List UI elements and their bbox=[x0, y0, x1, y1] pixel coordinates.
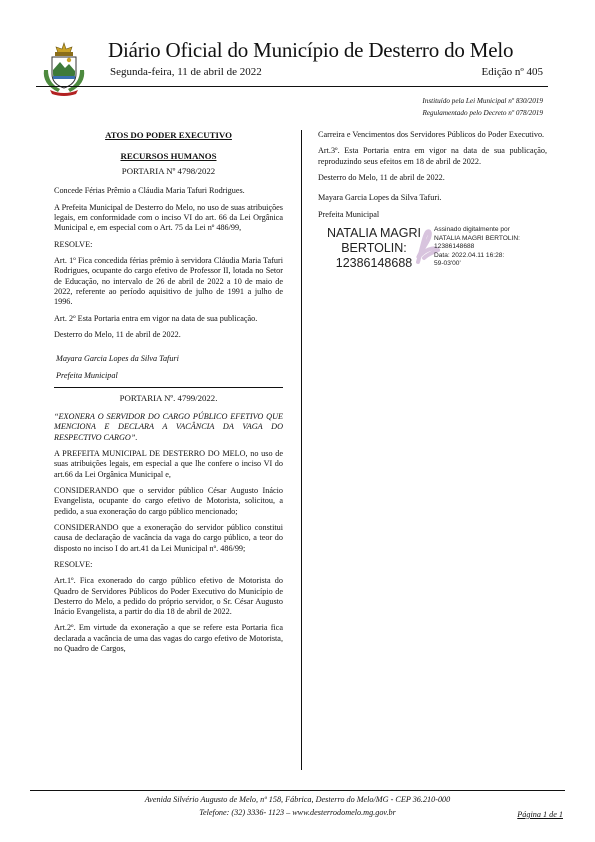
section-title: ATOS DO PODER EXECUTIVO bbox=[105, 130, 232, 140]
newspaper-title: Diário Oficial do Município de Desterro do Melo bbox=[108, 38, 514, 62]
portaria-separator bbox=[54, 387, 283, 388]
portaria-4799-title: PORTARIA Nº. 4799/2022. bbox=[119, 392, 218, 403]
municipal-coat-of-arms-icon bbox=[36, 40, 92, 96]
institution-law: Instituído pela Lei Municipal nº 830/2019 bbox=[422, 97, 543, 105]
portaria-4798-preamble: A Prefeita Municipal de Desterro do Melo, no uso de suas atribuições legais, em conformidade com o inciso VI do art. 66 da Lei Orgânica Municipal e, em especial com o Art. 75 da Lei nº 486/99, bbox=[54, 202, 283, 233]
digital-signature bbox=[318, 226, 547, 270]
portaria-4799-signer: Mayara Garcia Lopes da Silva Tafuri. bbox=[318, 193, 442, 203]
portaria-4799-preamble: A PREFEITA MUNICIPAL DE DESTERRO DO MELO, no uso de suas atribuições legais, em especial a que lhe confere o inciso VI do art.66 da Lei Orgânica Municipal e, bbox=[54, 448, 283, 479]
digital-signature-detail-line: NATALIA MAGRI BERTOLIN: bbox=[434, 234, 520, 242]
header-divider bbox=[36, 86, 548, 87]
portaria-4798-signer-role: Prefeita Municipal bbox=[56, 370, 118, 380]
digital-signature-detail-line: Data: 2022.04.11 16:28: bbox=[434, 251, 505, 259]
footer-address: Avenida Silvério Augusto de Melo, nº 158, Fábrica, Desterro do Melo/MG - CEP 36.210-000 bbox=[144, 795, 451, 804]
portaria-4798-summary: Concede Férias Prêmio a Cláudia Maria Tafuri Rodrigues. bbox=[54, 186, 245, 196]
portaria-4798-art2: Art. 2º Esta Portaria entra em vigor na data de sua publicação. bbox=[54, 313, 258, 323]
page-number: Página 1 de 1 bbox=[517, 810, 563, 819]
portaria-4799-considerando-2: CONSIDERANDO que a exoneração do servidor público constitui causa de declaração de vacância da vaga do cargo público, a teor do disposto no inciso I do art.41 da Lei Municipal nº. 486/99; bbox=[54, 522, 283, 553]
digital-signature-name-line: 12386148688 bbox=[335, 255, 413, 270]
portaria-4799-art2-start: Art.2º. Em virtude da exoneração a que se refere esta Portaria fica declarada a vacância de uma das vagas do cargo efetivo de Motorista, no Quadro de Cargos, bbox=[54, 623, 283, 654]
edition-number: Edição nº 405 bbox=[481, 66, 543, 78]
digital-signature-detail-line: 12386148688 bbox=[434, 243, 475, 251]
footer-contact: Telefone: (32) 3336- 1123 – www.desterrodomelo.mg.gov.br bbox=[199, 808, 396, 817]
publication-date: Segunda-feira, 11 de abril de 2022 bbox=[110, 66, 262, 78]
portaria-4799-signer-role: Prefeita Municipal bbox=[318, 209, 380, 219]
right-column bbox=[318, 130, 547, 270]
column-divider bbox=[301, 130, 302, 770]
digital-signature-name-line: BERTOLIN: bbox=[341, 240, 407, 255]
digital-signature-detail-line: Assinado digitalmente por bbox=[434, 225, 510, 233]
portaria-4799-summary: “EXONERA O SERVIDOR DO CARGO PÚBLICO EFETIVO QUE MENCIONA E DECLARA A VACÂNCIA DA VAGA DO RESPECTIVO CARGO”. bbox=[54, 411, 283, 442]
regulation-decree: Regulamentado pelo Decreto nº 078/2019 bbox=[422, 109, 543, 117]
digital-signature-name-line: NATALIA MAGRI bbox=[326, 225, 421, 240]
footer-divider bbox=[30, 790, 565, 791]
portaria-4798-art1: Art. 1º Fica concedida férias prêmio à servidora Cláudia Maria Tafuri Rodrigues, ocupante do cargo efetivo de Professor II, lotada no Setor de Educação, no intervalo de 26 de abril de 2022 a 10 de maio de 2022, referente ao período aquisitivo de julho de 1991 a julho de 1996. bbox=[54, 255, 283, 307]
portaria-4799-resolve: RESOLVE: bbox=[54, 559, 93, 569]
digital-signature-details bbox=[434, 226, 520, 269]
portaria-4798-resolve: RESOLVE: bbox=[54, 239, 93, 249]
portaria-4799-considerando-1: CONSIDERANDO que o servidor público César Augusto Inácio Evangelista, ocupante do cargo efetivo de Motorista, solicitou, a pedido, a sua exoneração do cargo público mencionado; bbox=[54, 485, 283, 516]
left-column bbox=[54, 130, 283, 660]
portaria-4799-art1: Art.1º. Fica exonerado do cargo público efetivo de Motorista do Quadro de Servidores Públicos do Poder Executivo do Município de Desterro do Melo, a pedido do próprio servidor, o Sr. César Augusto Inácio Evangelista, a partir do dia 18 de abril de 2022. bbox=[54, 576, 283, 617]
portaria-4799-place-date: Desterro do Melo, 11 de abril de 2022. bbox=[318, 172, 445, 182]
portaria-4798-title: PORTARIA Nº 4798/2022 bbox=[121, 166, 216, 177]
subsection-title: RECURSOS HUMANOS bbox=[120, 151, 217, 162]
portaria-4798-place-date: Desterro do Melo, 11 de abril de 2022. bbox=[54, 329, 181, 339]
portaria-4799-art3: Art.3º. Esta Portaria entra em vigor na data de sua publicação, reproduzindo seus efeitos em 18 de abril de 2022. bbox=[318, 146, 547, 166]
digital-signature-detail-line: 59-03'00' bbox=[434, 260, 461, 268]
portaria-4798-signer: Mayara Garcia Lopes da Silva Tafuri bbox=[56, 354, 179, 364]
portaria-4799-art2-continuation: Carreira e Vencimentos dos Servidores Públicos do Poder Executivo. bbox=[318, 130, 545, 139]
